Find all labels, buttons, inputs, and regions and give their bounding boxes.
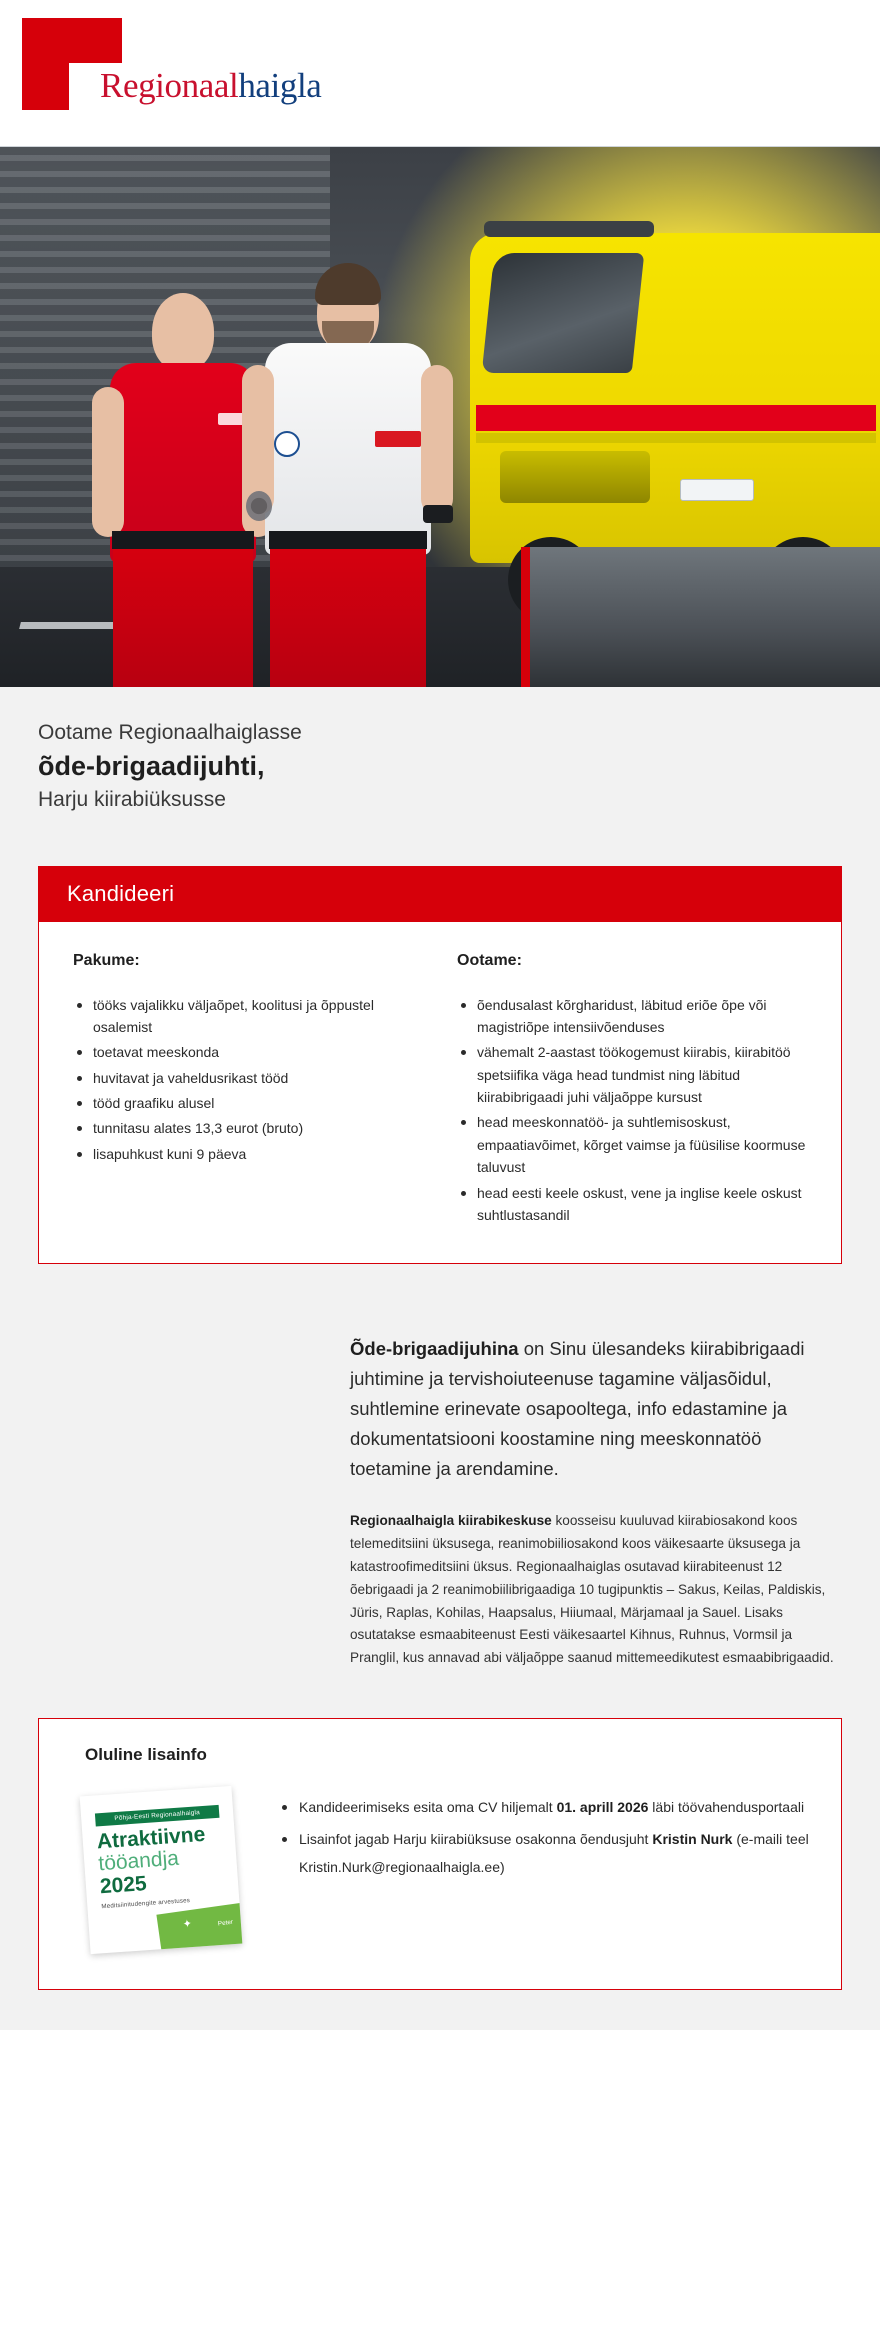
logo-word-blue: haigla (238, 66, 322, 105)
additional-info-row (69, 1783, 811, 1959)
expectations-list (457, 994, 807, 1227)
apply-section (0, 848, 880, 1309)
regionaalhaigla-logo[interactable] (22, 18, 342, 128)
award-line-1: Atraktiivne (96, 1822, 206, 1854)
woman-left-arm (92, 387, 124, 537)
additional-info-list (277, 1793, 811, 1881)
page-footer-spacer (0, 2030, 880, 2066)
job-title-eyebrow: Ootame Regionaalhaiglasse (38, 721, 302, 744)
woman-belt (112, 531, 254, 549)
page-header (0, 0, 880, 147)
award-year: 2025 (99, 1872, 148, 1899)
bird-icon: ✦ (182, 1917, 193, 1932)
list-item: tunnitasu alates 13,3 eurot (bruto) (73, 1117, 423, 1139)
hero-photo-right-extension (530, 547, 880, 687)
man-right-arm (421, 365, 453, 515)
apply-deadline-date: 01. aprill 2026 (556, 1799, 649, 1816)
list-item (277, 1793, 811, 1821)
list-item: toetavat meeskonda (73, 1041, 423, 1063)
woman-head (152, 293, 214, 371)
job-description-lead (350, 1334, 842, 1484)
award-badge-image (69, 1783, 259, 1959)
woman-red-trousers (113, 547, 253, 687)
award-note: Meditsiinitudengite arvestuses (101, 1897, 191, 1911)
apply-card-body (39, 922, 841, 1264)
man-chest-badge (274, 431, 300, 457)
award-card (80, 1786, 243, 1954)
job-description-body-text: koosseisu kuuluvad kiirabiosakond koos telemeditsiini üksusega, reanimobiiliosakond koos väikesaarte üksusega ja katastroofimeditsiini üksus. Regionaalhaiglas osutavad kiirabiteenust 12 õebrigaadi ja 2 reanimobiilibrigaadiga 10 tugipunktis – Sakus, Keilas, Paldiskis, Jüris, Raplas, Kohilas, Haapsalus, Hiiumaal, Märjamaal ja Sauel. Lisaks osutatakse esmaabiteenust Eesti väikesaartel Kihnus, Ruhnus, Vormsil ja Pranglil, kus annavad abi väljaõppe saanud mittemeedikutest esmaabibrigaadid. (350, 1513, 834, 1666)
logo-wordmark (100, 66, 321, 106)
man-chest-logo (375, 431, 421, 447)
offer-list (73, 994, 423, 1166)
additional-info-list-wrap (277, 1783, 811, 1885)
list-item: huvitavat ja vaheldusrikast tööd (73, 1067, 423, 1089)
list-item: lisapuhkust kuni 9 päeva (73, 1143, 423, 1165)
man-wristwatch (423, 505, 453, 523)
job-description-body (350, 1510, 842, 1670)
expectations-column-title: Ootame: (457, 951, 522, 969)
job-description-section (0, 1308, 880, 1690)
award-corner-label: Peter (217, 1918, 234, 1928)
man-belt (269, 531, 427, 549)
list-item: head meeskonnatöö- ja suhtlemisoskust, empaatiavõimet, kõrget vaimse ja füüsilise koormuse taluvust (457, 1111, 807, 1178)
contact-pre: Lisainfot jagab Harju kiirabiüksuse osakonna õendusjuht (299, 1831, 653, 1848)
ambulance-license-plate (680, 479, 754, 501)
ambulance-grille (500, 451, 650, 503)
person-paramedic-man (240, 255, 455, 687)
job-title-block (0, 687, 880, 848)
apply-deadline-post: läbi töövahendusportaali (648, 1799, 805, 1816)
title-red-accent-bar (521, 547, 530, 687)
list-item: vähemalt 2-aastast töökogemust kiirabis, kiirabitöö spetsiifika väga head tundmist ning läbitud kiirabibrigaadi juhi väljaõppe kursust (457, 1041, 807, 1108)
offer-column-title: Pakume: (73, 951, 140, 969)
offer-column (73, 952, 423, 1230)
list-item: head eesti keele oskust, vene ja inglise keele oskust suhtlustasandil (457, 1182, 807, 1227)
ambulance-red-stripe (476, 405, 876, 431)
logo-mark-vertical-bar (22, 18, 69, 110)
additional-info-title: Oluline lisainfo (85, 1745, 207, 1765)
job-role-highlight: Õde-brigaadijuhina (350, 1338, 519, 1360)
department-highlight: Regionaalhaigla kiirabikeskuse (350, 1513, 552, 1529)
ambulance-lower-stripe (476, 433, 876, 443)
apply-card-header: Kandideeri (39, 867, 841, 922)
ambulance-windshield (482, 253, 645, 373)
contact-name: Kristin Nurk (652, 1831, 733, 1848)
list-item (277, 1825, 811, 1881)
logo-mark-horizontal-bar (69, 18, 122, 63)
contact-email-text: (e-maili teel Kristin.Nurk@regionaalhaigla.ee) (299, 1831, 809, 1876)
list-item: tööks vajalikku väljaõpet, koolitusi ja õppustel osalemist (73, 994, 423, 1039)
award-green-corner (156, 1902, 242, 1954)
page-title: õde-brigaadijuhti, (38, 750, 265, 781)
apply-card (38, 866, 842, 1265)
additional-info-card (38, 1718, 842, 1990)
job-title-unit: Harju kiirabiüksusse (38, 787, 226, 811)
list-item: õendusalast kõrgharidust, läbitud eriõe õpe või magistriõpe intensiivõenduses (457, 994, 807, 1039)
man-arm-tattoo (246, 491, 272, 521)
award-line-2: tööandja (97, 1846, 180, 1876)
additional-info-section (0, 1690, 880, 2030)
award-organisation: Põhja-Eesti Regionaalhaigla (95, 1805, 220, 1827)
man-red-trousers (270, 547, 426, 687)
job-description-lead-text: on Sinu ülesandeks kiirabibrigaadi juhtimine ja tervishoiuteenuse tagamine väljasõidul, suhtlemine erinevate osapooltega, info edastamine ja dokumentatsiooni koostamine ning meeskonnatöö toetamine ja arendamine. (350, 1338, 805, 1480)
apply-deadline-pre: Kandideerimiseks esita oma CV hiljemalt (299, 1799, 557, 1816)
list-item: tööd graafiku alusel (73, 1092, 423, 1114)
man-hair (315, 263, 381, 305)
logo-word-red: Regionaal (100, 66, 239, 105)
expectations-column (457, 952, 807, 1230)
ambulance-lightbar (484, 221, 654, 237)
